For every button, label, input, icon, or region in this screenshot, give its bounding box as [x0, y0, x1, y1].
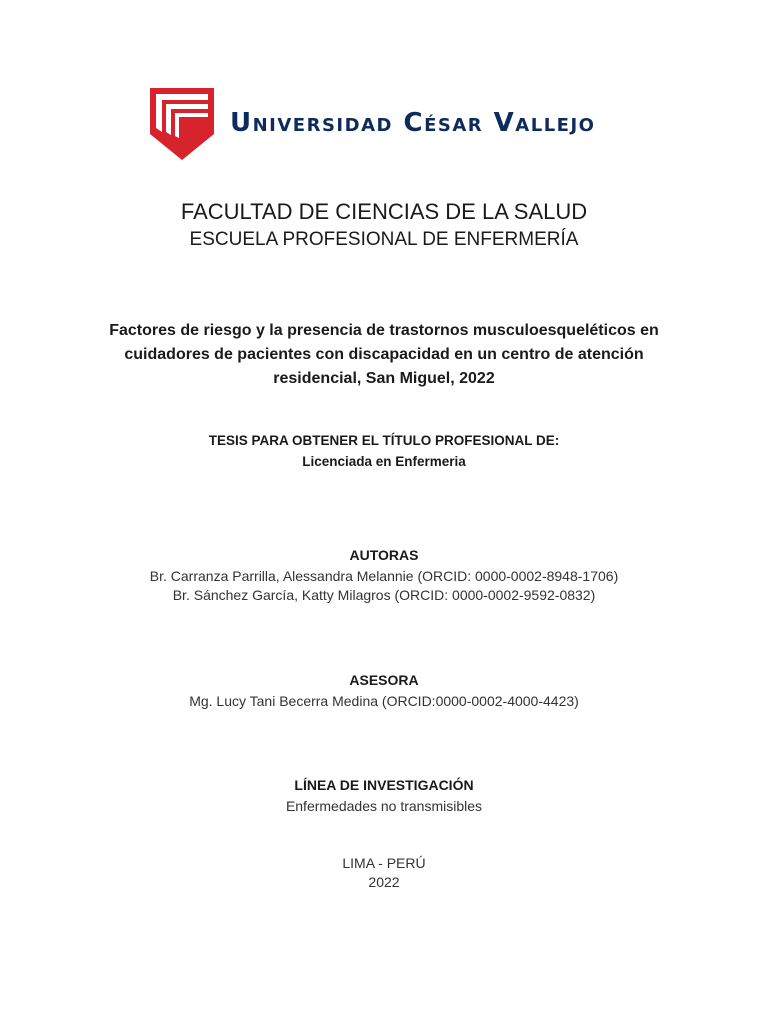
authors-heading: AUTORAS	[349, 547, 419, 563]
advisor-name: Mg. Lucy Tani Becerra Medina (ORCID:0000-0002-4000-4423)	[189, 693, 579, 709]
author-line: Br. Sánchez García, Katty Milagros (ORCID: 0000-0002-9592-0832)	[172, 587, 596, 603]
university-shield-icon	[150, 88, 214, 160]
degree-name: Licenciada en Enfermeria	[302, 454, 466, 469]
faculty-title: FACULTAD DE CIENCIAS DE LA SALUD	[180, 199, 588, 224]
thesis-title-line: residencial, San Miguel, 2022	[273, 370, 495, 387]
school-title: ESCUELA PROFESIONAL DE ENFERMERÍA	[189, 229, 579, 250]
research-line-heading: LÍNEA DE INVESTIGACIÓN	[294, 777, 474, 793]
thesis-title-line: Factores de riesgo y la presencia de trastornos musculoesqueléticos en	[109, 322, 659, 339]
thesis-title	[84, 319, 684, 391]
advisor-heading: ASESORA	[349, 672, 419, 688]
thesis-title-line: cuidadores de pacientes con discapacidad en un centro de atención	[124, 346, 644, 363]
university-name: Universidad César Vallejo	[230, 108, 596, 138]
place: LIMA - PERÚ	[342, 855, 426, 871]
research-line-value: Enfermedades no transmisibles	[285, 798, 483, 814]
university-logo	[150, 88, 620, 160]
degree-heading: TESIS PARA OBTENER EL TÍTULO PROFESIONAL DE:	[208, 433, 560, 448]
author-line: Br. Carranza Parrilla, Alessandra Melannie (ORCID: 0000-0002-8948-1706)	[149, 568, 619, 584]
year: 2022	[368, 874, 400, 890]
